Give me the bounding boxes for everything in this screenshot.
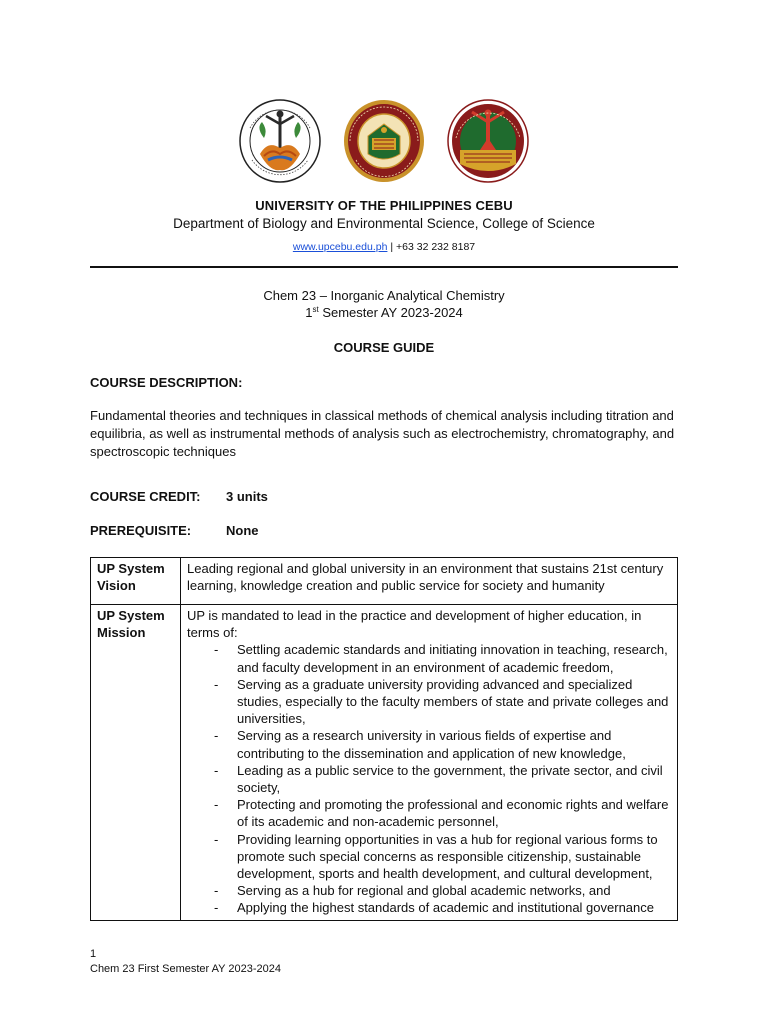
list-item: - Protecting and promoting the professional and economic rights and welfare of its academic and non-academic personnel, xyxy=(237,796,671,830)
department-name: Department of Biology and Environmental Science, College of Science xyxy=(173,216,595,231)
list-item: - Applying the highest standards of academic and institutional governance xyxy=(237,899,671,916)
list-item: - Serving as a hub for regional and global academic networks, and xyxy=(237,882,671,899)
list-item: - Settling academic standards and initiating innovation in teaching, research, and faculty development in an environment of academic freedom, xyxy=(237,641,671,675)
course-credit-value: 3 units xyxy=(226,489,268,504)
course-credit-label: COURSE CREDIT: xyxy=(90,489,201,504)
header-divider xyxy=(90,266,678,268)
dbes-seal-icon xyxy=(238,98,322,184)
page-number: 1 xyxy=(90,948,97,960)
university-name: UNIVERSITY OF THE PHILIPPINES CEBU xyxy=(255,198,513,213)
table-row-mission xyxy=(91,605,678,921)
prerequisite-label: PREREQUISITE: xyxy=(90,523,192,538)
table-row-vision xyxy=(91,558,678,605)
semester-number: 1 xyxy=(305,305,313,320)
course-description-label: COURSE DESCRIPTION: xyxy=(90,375,243,390)
contact-separator: | xyxy=(387,241,396,253)
up-cebu-seal-icon xyxy=(446,98,530,184)
phone-number: +63 32 232 8187 xyxy=(396,241,476,253)
mission-label: UP System Mission xyxy=(91,605,181,921)
college-of-science-seal-icon xyxy=(342,98,426,184)
semester-superscript: st xyxy=(312,305,319,314)
mission-intro: UP is mandated to lead in the practice and development of higher education, in terms of: xyxy=(187,608,642,641)
contact-line xyxy=(0,241,768,253)
mission-list xyxy=(187,641,671,916)
course-guide-heading: COURSE GUIDE xyxy=(333,340,435,355)
vision-label: UP System Vision xyxy=(91,558,181,605)
course-description-text: Fundamental theories and techniques in classical methods of chemical analysis including titration and equilibria, as well as instrumental methods of analysis such as electrochemistry, chromatography, and spectroscopic techniques xyxy=(90,408,675,459)
vision-mission-table xyxy=(90,557,678,921)
list-item: - Leading as a public service to the government, the private sector, and civil society, xyxy=(237,762,671,796)
vision-text: Leading regional and global university in an environment that sustains 21st century learning, knowledge creation and public service for society and humanity xyxy=(181,558,678,605)
list-item: - Serving as a graduate university providing advanced and specialized studies, especially to the faculty members of state and private colleges and universities, xyxy=(237,676,671,728)
footer-text: Chem 23 First Semester AY 2023-2024 xyxy=(90,963,281,975)
list-item: - Providing learning opportunities in vas a hub for regional various forms to promote such special concerns as responsible citizenship, sustainable development, sports and health development, and cultural development, xyxy=(237,831,671,883)
course-title: Chem 23 – Inorganic Analytical Chemistry xyxy=(263,288,505,303)
mission-cell xyxy=(181,605,678,921)
list-item: - Serving as a research university in various fields of expertise and contributing to the dissemination and application of new knowledge, xyxy=(237,727,671,761)
semester-line xyxy=(0,305,768,320)
logo-row xyxy=(0,98,768,184)
semester-text: Semester AY 2023-2024 xyxy=(318,305,463,320)
website-link[interactable]: www.upcebu.edu.ph xyxy=(292,241,388,253)
prerequisite-value: None xyxy=(226,523,259,538)
